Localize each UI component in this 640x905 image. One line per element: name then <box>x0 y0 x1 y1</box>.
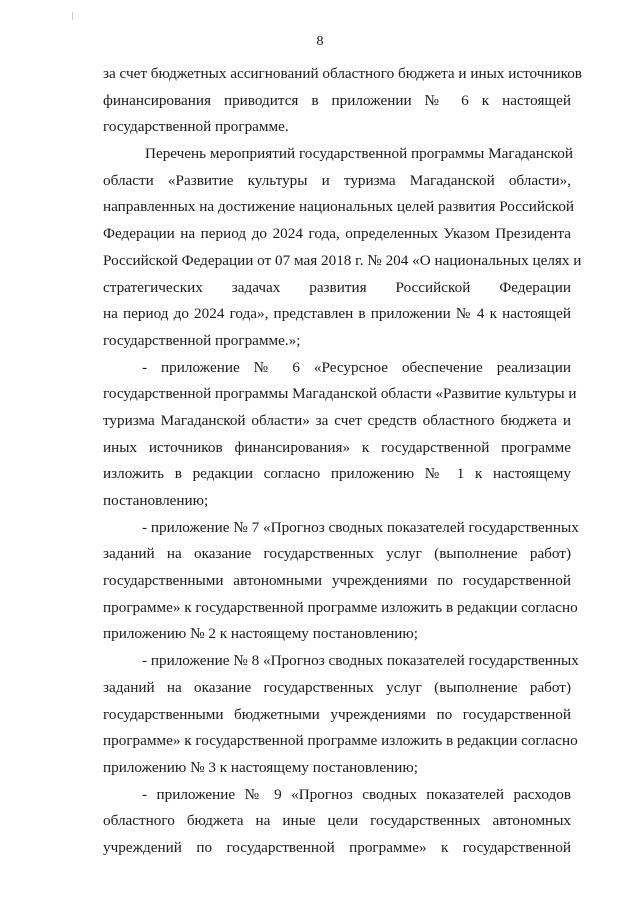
text-line: Федерации на период до 2024 года, определенных Указом Президента <box>103 225 571 243</box>
text-line: на период до 2024 года», представлен в приложении № 4 к настоящей <box>103 305 571 323</box>
text-line: Российской Федерации от 07 мая 2018 г. № 204 «О национальных целях и <box>103 251 582 269</box>
text-line: - приложение № 8 «Прогноз сводных показателей государственных <box>142 652 579 670</box>
text-line: областного бюджета на иные цели государственных автономных <box>103 812 571 830</box>
text-line: области «Развитие культуры и туризма Магаданской области», <box>103 171 571 189</box>
text-line: заданий на оказание государственных услуг (выполнение работ) <box>103 545 571 563</box>
text-line: за счет бюджетных ассигнований областного бюджета и иных источников <box>103 65 582 82</box>
text-line: - приложение № 6 «Ресурсное обеспечение реализации <box>142 358 571 376</box>
text-line: стратегических задачах развития Российской Федерации <box>103 278 571 296</box>
text-line: государственными бюджетными учреждениями по государственной <box>103 705 571 723</box>
text-line: финансирования приводится в приложении № 6 к настоящей <box>103 91 571 109</box>
text-line: - приложение № 9 «Прогноз сводных показателей расходов <box>142 785 571 803</box>
text-line: направленных на достижение национальных целей развития Российской <box>103 198 575 216</box>
text-line: туризма Магаданской области» за счет средств областного бюджета и <box>103 411 571 429</box>
text-line: - приложение № 7 «Прогноз сводных показателей государственных <box>142 518 579 536</box>
text-line: приложению № 3 к настоящему постановлению; <box>103 758 418 776</box>
text-line: учреждений по государственной программе» к государственной <box>103 838 571 856</box>
text-line: заданий на оказание государственных услуг (выполнение работ) <box>103 678 571 696</box>
text-line: иных источников финансирования» к государственной программе <box>103 438 571 456</box>
text-line: постановлению; <box>103 492 209 509</box>
text-line: Перечень мероприятий государственной программы Магаданской <box>145 145 573 163</box>
body-text <box>103 64 582 865</box>
text-line: государственной программе.»; <box>103 331 301 349</box>
text-line: государственной программе. <box>103 118 289 136</box>
text-line: государственными автономными учреждениями по государственной <box>103 572 571 590</box>
text-line: изложить в редакции согласно приложению № 1 к настоящему <box>103 465 571 483</box>
text-line: приложению № 2 к настоящему постановлению; <box>103 625 418 643</box>
text-line: государственной программы Магаданской области «Развитие культуры и <box>103 385 577 403</box>
scan-mark <box>72 12 73 20</box>
text-line: программе» к государственной программе изложить в редакции согласно <box>103 598 578 616</box>
text-line: программе» к государственной программе изложить в редакции согласно <box>103 732 578 750</box>
page-number: 8 <box>316 34 324 49</box>
